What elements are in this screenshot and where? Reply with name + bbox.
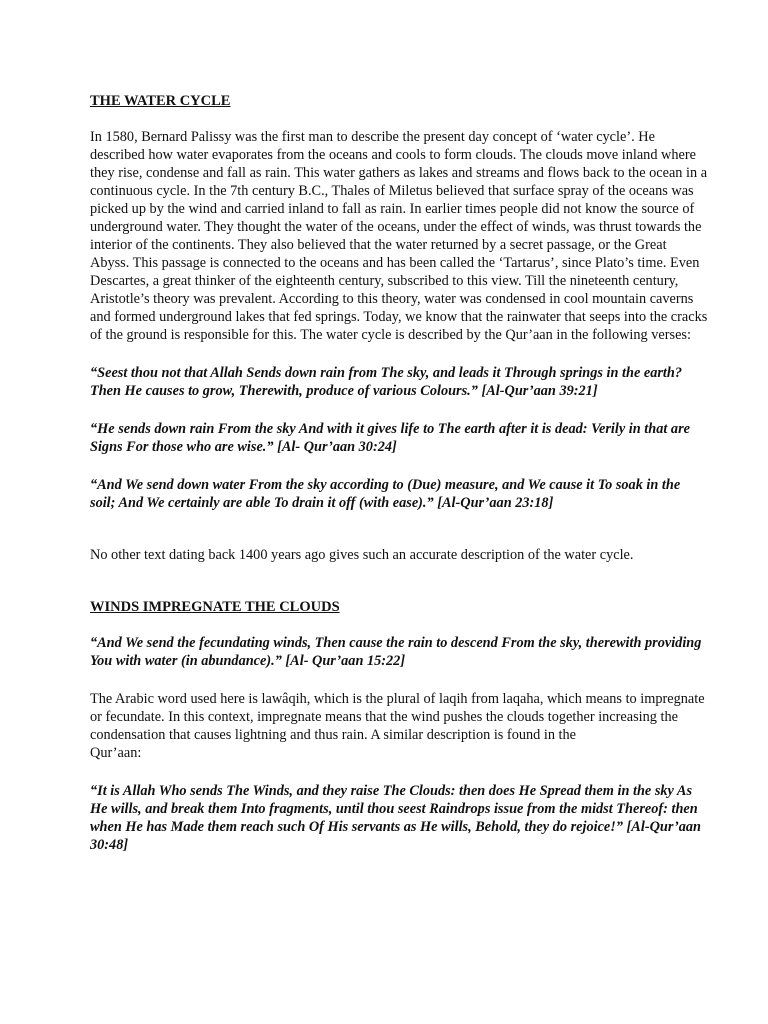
quote-39-21: “Seest thou not that Allah Sends down rain from The sky, and leads it Through springs in the earth? Then He causes to grow, Therewith, produce of various Colours.” [Al-Qur’aan 39:21] [90,365,683,399]
section-heading-water-cycle: THE WATER CYCLE [90,93,231,109]
quote-30-48: “It is Allah Who sends The Winds, and they raise The Clouds: then does He Spread them in the sky As He wills, and break them Into fragments, until thou seest Raindrops issue from the midst Thereof: then when He has Made them reach such Of His servants as He wills, Behold, they do rejoice!” [Al-Qur’aan 30:48] [90,783,701,853]
quote-23-18: “And We send down water From the sky according to (Due) measure, and We cause it To soak in the soil; And We certainly are able To drain it off (with ease).” [Al-Qur’aan 23:18] [90,477,681,511]
winds-paragraph-end: Qur’aan: [90,745,142,761]
winds-paragraph: The Arabic word used here is lawâqih, which is the plural of laqih from laqaha, which means to impregnate or fecundate. In this context, impregnate means that the wind pushes the clouds together increasing the condensation that causes lightning and thus rain. A similar description is found in the [90,691,705,743]
quote-15-22: “And We send the fecundating winds, Then cause the rain to descend From the sky, therewith providing You with water (in abundance).” [Al- Qur’aan 15:22] [90,635,702,669]
section-heading-winds: WINDS IMPREGNATE THE CLOUDS [90,599,340,615]
water-cycle-conclusion: No other text dating back 1400 years ago gives such an accurate description of the water cycle. [90,547,634,563]
quote-30-24: “He sends down rain From the sky And with it gives life to The earth after it is dead: Verily in that are Signs For those who are wise.” [Al- Qur’aan 30:24] [90,421,690,455]
water-cycle-paragraph: In 1580, Bernard Palissy was the first man to describe the present day concept of ‘water cycle’. He described how water evaporates from the oceans and cools to form clouds. The clouds move inland where they rise, condense and fall as rain. This water gathers as lakes and streams and flows back to the ocean in a continuous cycle. In the 7th century B.C., Thales of Miletus believed that surface spray of the oceans was picked up by the wind and carried inland to fall as rain. In earlier times people did not know the source of underground water. They thought the water of the oceans, under the effect of winds, was thrust towards the interior of the continents. They also believed that the water returned by a secret passage, or the Great Abyss. This passage is connected to the oceans and has been called the ‘Tartarus’, since Plato’s time. Even Descartes, a great thinker of the eighteenth century, subscribed to this view. Till the nineteenth century, Aristotle’s theory was prevalent. According to this theory, water was condensed in cool mountain caverns and formed underground lakes that fed springs. Today, we know that the rainwater that seeps into the cracks of the ground is responsible for this. The water cycle is described by the Qur’aan in the following verses: [90,129,708,343]
